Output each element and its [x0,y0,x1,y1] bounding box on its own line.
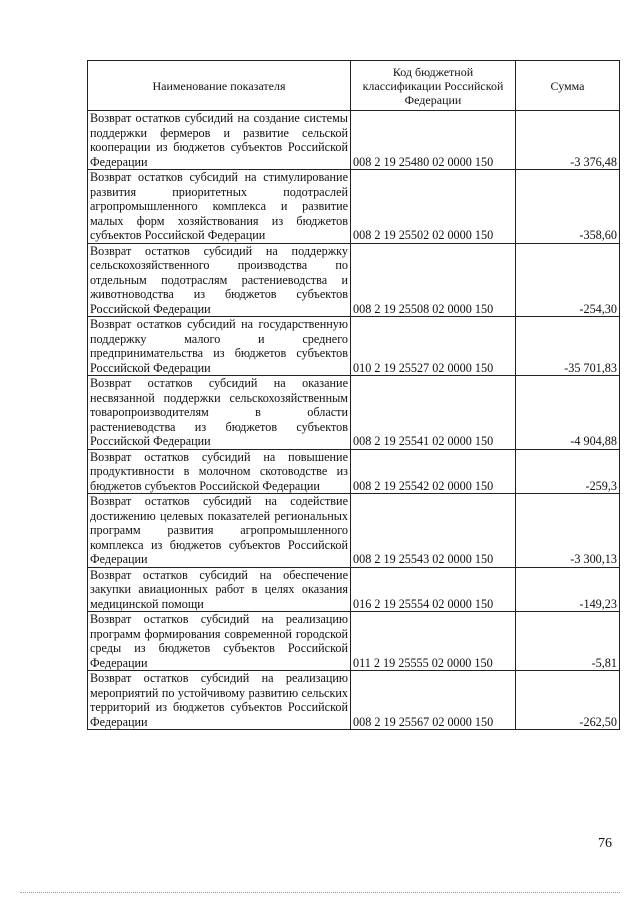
header-name: Наименование показателя [88,61,351,111]
row-name: Возврат остатков субсидий на обеспечение закупки авиационных работ в целях оказания медицинской помощи [88,567,351,612]
row-code: 008 2 19 25567 02 0000 150 [351,671,516,730]
row-code: 011 2 19 25555 02 0000 150 [351,612,516,671]
table-row [88,111,620,170]
row-sum: -262,50 [516,671,620,730]
row-sum: -358,60 [516,170,620,244]
row-sum: -3 376,48 [516,111,620,170]
row-code: 008 2 19 25541 02 0000 150 [351,376,516,450]
row-sum: -35 701,83 [516,317,620,376]
row-name: Возврат остатков субсидий на реализацию программ формирования современной городской среды из бюджетов субъектов Российской Федерации [88,612,351,671]
footer-divider [20,892,620,893]
row-name: Возврат остатков субсидий на оказание несвязанной поддержки сельскохозяйственным товаропроизводителям в области растениеводства из бюджетов субъектов Российской Федерации [88,376,351,450]
row-sum: -5,81 [516,612,620,671]
table-header-row [88,61,620,111]
table-row [88,671,620,730]
table-row [88,243,620,317]
row-sum: -4 904,88 [516,376,620,450]
header-code: Код бюджетной классификации Российской Федерации [351,61,516,111]
row-name: Возврат остатков субсидий на создание системы поддержки фермеров и развитие сельской кооперации из бюджетов субъектов Российской Федерации [88,111,351,170]
budget-table [87,60,620,730]
row-code: 008 2 19 25542 02 0000 150 [351,449,516,494]
row-code: 008 2 19 25508 02 0000 150 [351,243,516,317]
row-sum: -259,3 [516,449,620,494]
row-code: 016 2 19 25554 02 0000 150 [351,567,516,612]
row-name: Возврат остатков субсидий на повышение продуктивности в молочном скотоводстве из бюджетов субъектов Российской Федерации [88,449,351,494]
table-row [88,567,620,612]
row-sum: -149,23 [516,567,620,612]
table-row [88,449,620,494]
row-code: 010 2 19 25527 02 0000 150 [351,317,516,376]
row-code: 008 2 19 25480 02 0000 150 [351,111,516,170]
table-row [88,170,620,244]
row-name: Возврат остатков субсидий на реализацию мероприятий по устойчивому развитию сельских территорий из бюджетов субъектов Российской Федерации [88,671,351,730]
header-sum: Сумма [516,61,620,111]
table-row [88,376,620,450]
page-number: 76 [598,836,612,851]
row-code: 008 2 19 25543 02 0000 150 [351,494,516,568]
table-row [88,317,620,376]
row-name: Возврат остатков субсидий на государственную поддержку малого и среднего предпринимательства из бюджетов субъектов Российской Федерации [88,317,351,376]
row-name: Возврат остатков субсидий на содействие достижению целевых показателей региональных программ развития агропромышленного комплекса из бюджетов субъектов Российской Федерации [88,494,351,568]
table-row [88,494,620,568]
row-code: 008 2 19 25502 02 0000 150 [351,170,516,244]
row-name: Возврат остатков субсидий на стимулирование развития приоритетных подотраслей агропромышленного комплекса и развитие малых форм хозяйствования из бюджетов субъектов Российской Федерации [88,170,351,244]
row-name: Возврат остатков субсидий на поддержку сельскохозяйственного производства по отдельным подотраслям растениеводства и животноводства из бюджетов субъектов Российской Федерации [88,243,351,317]
row-sum: -254,30 [516,243,620,317]
row-sum: -3 300,13 [516,494,620,568]
table-row [88,612,620,671]
